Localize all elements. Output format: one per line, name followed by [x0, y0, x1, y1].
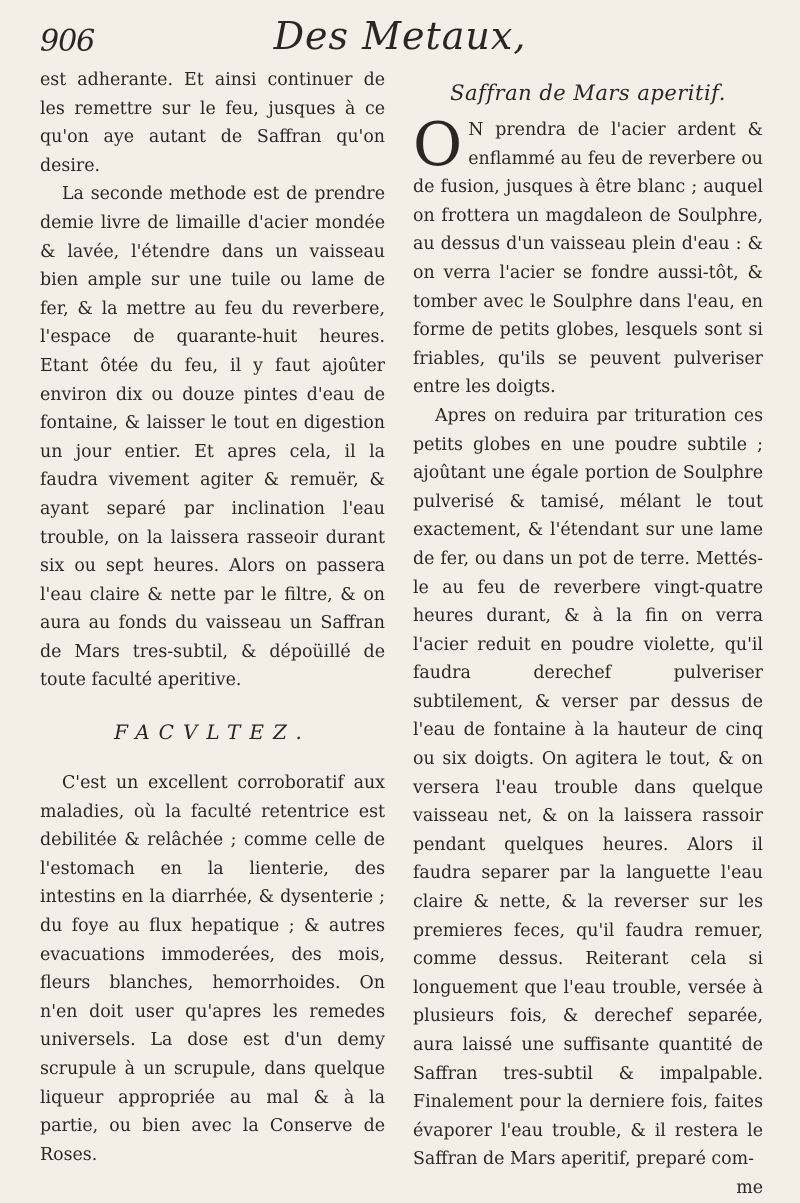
running-title: Des Metaux, [273, 14, 527, 58]
section-heading: Saffran de Mars aperitif. [450, 81, 726, 105]
left-paragraph-2: La seconde methode est de prendre demie livre de limaille d'acier mondée & lavée, l'étendre dans un vaisseau bien ample sur une tuile ou lame de fer, & la mettre au feu du reverbere, l'espace de quarante-huit heures. Etant ôtée du feu, il y faut ajoûter environ dix ou douze pintes d'eau de fontaine, & laisser le tout en digestion un jour entier. Et apres cela, il la faudra vivement agiter & remuër, & ayant separé par inclination l'eau trouble, on la laissera rasseoir durant six ou sept heures. Alors on passera l'eau claire & nette par le filtre, & on aura au fonds du vaisseau un Saffran de Mars tres-subtil, & dépoüillé de toute faculté aperitive. [40, 184, 385, 691]
left-paragraph-3: C'est un excellent corroboratif aux maladies, où la faculté retentrice est debilitée & relâchée ; comme celle de l'estomach en la lienterie, des intestins en la diarrhée, & dysenterie ; du foye au flux hepatique ; & autres evacuations immoderées, des mois, fleurs blanches, hemorrhoides. On n'en doit user qu'apres les remedes universels. La dose est d'un demy scrupule à un scrupule, dans quelque liqueur appropriée au mal & à la partie, ou bien avec la Conserve de Roses. [40, 773, 385, 1165]
right-column [413, 66, 763, 1203]
right-paragraph-1 [413, 110, 763, 402]
page-header [40, 14, 760, 70]
drop-cap: O [413, 110, 463, 180]
left-paragraph-1: est adherante. Et ainsi continuer de les remettre sur le feu, jusques à ce qu'on aye autant de Saffran qu'on desire. [40, 70, 385, 176]
page-number: 906 [40, 24, 95, 59]
catchword: me [736, 1177, 763, 1198]
left-column [40, 66, 385, 1169]
right-paragraph-2: Apres on reduira par trituration ces petits globes en une poudre subtile ; ajoûtant une égale portion de Soulphre pulverisé & tamisé, mélant le tout exactement, & l'étendant sur une lame de fer, ou dans un pot de terre. Mettés-le au feu de reverbere vingt-quatre heures durant, & à la fin on verra l'acier reduit en poudre violette, qu'il faudra derechef pulveriser subtilement, & verser par dessus de l'eau de fontaine à la hauteur de cinq ou six doigts. On agitera le tout, & on versera l'eau trouble dans quelque vaisseau net, & on la laissera rassoir pendant quelques heures. Alors il faudra separer par la languette l'eau claire & nette, & la reverser sur les premieres feces, qu'il faudra remuer, comme dessus. Reiterant cela si longuement que l'eau trouble, versée à plusieurs fois, & derechef separée, aura laissé une suffisante quantité de Saffran tres-subtil & impalpable. Finalement pour la derniere fois, faites évaporer l'eau trouble, & il restera le Saffran de Mars aperitif, preparé com- [413, 405, 763, 1170]
right-paragraph-1-text: N prendra de l'acier ardent & enflammé au feu de reverbere ou de fusion, jusques à être blanc ; auquel on frottera un magdaleon de Soulphre, au dessus d'un vaisseau plein d'eau : & on verra l'acier se fondre aussi-tôt, & tomber avec le Soulphre dans l'eau, en forme de petits globes, lesquels sont si friables, qu'ils se peuvent pulveriser entre les doigts. [413, 120, 763, 398]
facultez-heading: FACVLTEZ. [114, 720, 311, 745]
